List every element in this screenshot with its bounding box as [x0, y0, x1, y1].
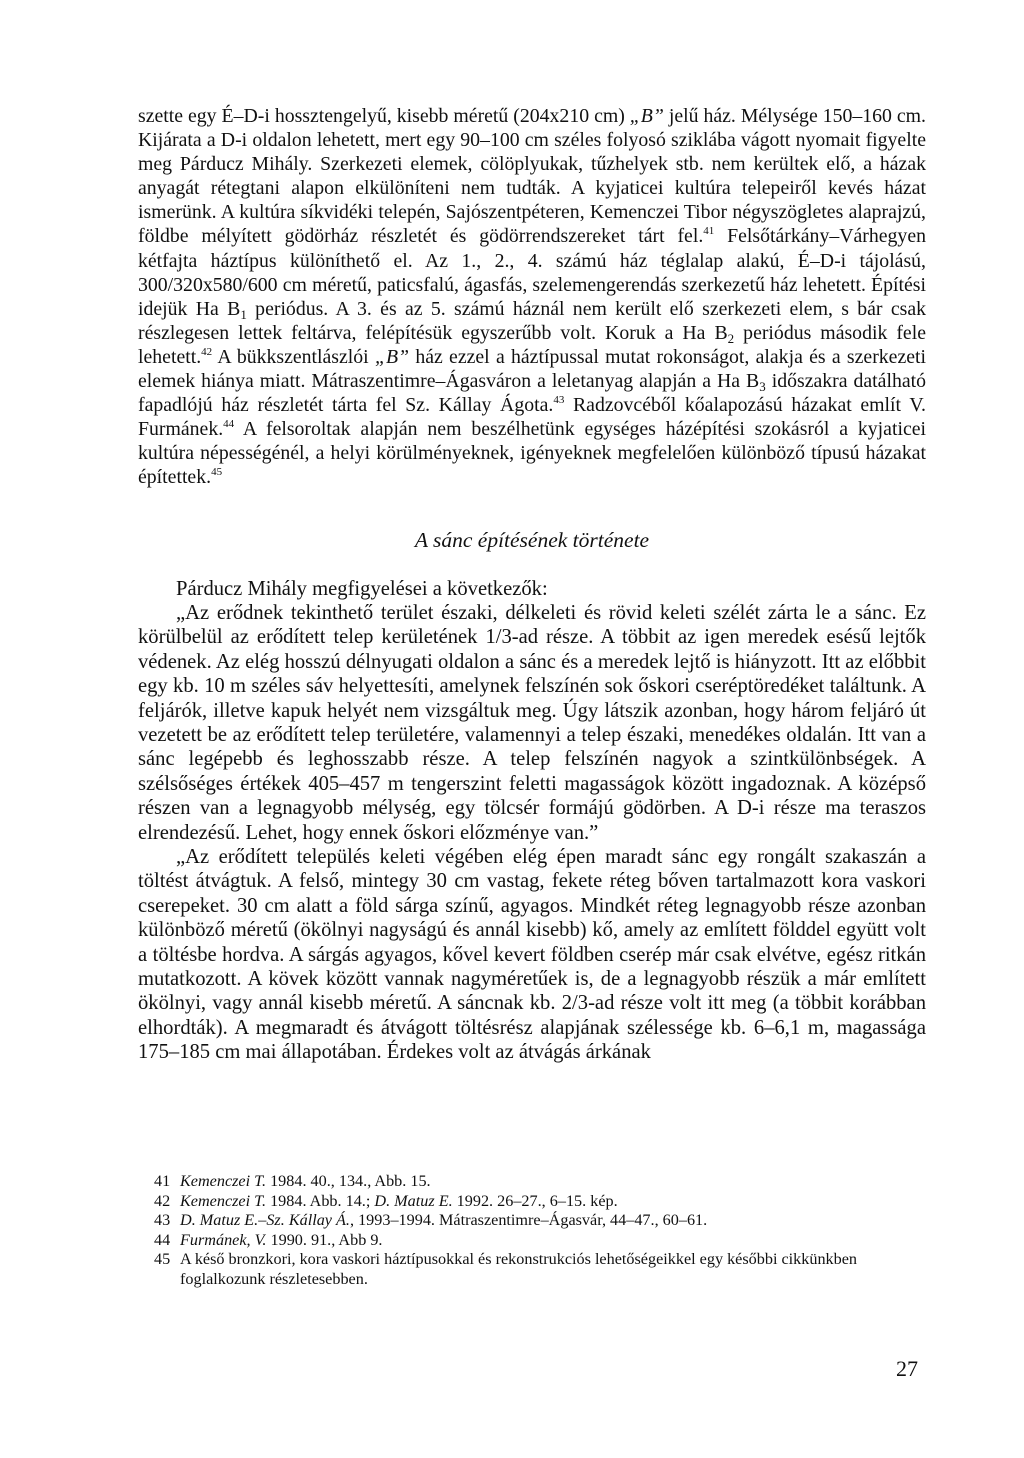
footnote-text: [180, 1172, 914, 1192]
text-run-italic: „B”: [374, 345, 410, 368]
footnote-rest: 1990. 91., Abb 9.: [266, 1230, 383, 1249]
paragraph-quote-2: „Az erődített település keleti végében elég épen maradt sánc egy rongált szakaszán a töltést átvágtuk. A felső, mintegy 30 cm vastag, fekete réteg bőven tartalmazott kora vaskori cserepeket. 30 cm alatt a föld sárga színű, agyagos. Mindkét réteg legnagyobb része azonban különböző méretű (ökölnyi nagyságú és annál kisebb) kő, amely az említett földdel együtt volt a töltésbe hordva. A sárgás agyagos, kővel kevert földben cserép már csak elvétve, egész ritkán mutatkozott. A kövek között vannak nagyméretűek is, de a legnagyobb részük a már említett ökölnyi, vagy annál kisebb méretű. A sáncnak kb. 2/3-ad része volt itt meg (a többit korábban elhordták). A megmaradt és átvágott töltésrész alapjának szélessége kb. 6–6,1 m, magassága 175–185 cm mai állapotában. Érdekes volt az átvágás árkának: [138, 845, 926, 1064]
section-heading: A sánc építésének története: [414, 527, 650, 552]
paragraph-intro: Párducz Mihály megfigyelései a következők:: [176, 577, 548, 600]
footnote-ref-42: 42: [201, 345, 213, 358]
text-run: A bükkszentlászlói: [212, 345, 375, 368]
footnote-rest: A késő bronzkori, kora vaskori háztípusokkal és rekonstrukciós lehetőségeikkel egy későbbi cikkünkben foglalkozunk részletesebben.: [180, 1250, 858, 1288]
text-run-italic: „B”: [629, 105, 664, 127]
paragraph-houses: [138, 104, 926, 490]
footnote-author: D. Matuz E.: [374, 1191, 453, 1210]
text-run: Felsőtárkány–Várhegyen kétfajta háztípus különíthető el. Az 1., 2., 4. számú ház téglalap alakú, É–D-i tájolású, 300/320x580/600 cm méretű, paticsfalú, ágasfás, szelemengerendás szerkezetű ház lehetett. Építési idejük Ha B: [138, 225, 926, 320]
footnote-ref-43: 43: [553, 394, 565, 407]
footnote-43: [154, 1211, 914, 1231]
text-run: Radzovcéből kőalapozású házakat említ V. Furmánek.: [138, 394, 926, 441]
footnote-rest: 1992. 26–27., 6–15. kép.: [452, 1191, 618, 1210]
text-run: szette egy É–D-i hossztengelyű, kisebb méretű (204x210 cm): [138, 105, 630, 127]
page-body: [138, 104, 926, 1065]
footnote-42: [154, 1192, 914, 1212]
text-run: jelű ház. Mélysége 150–160 cm. Kijárata a D-i oldalon lehetett, mert egy 90–100 cm széles folyosó sziklába vágott nyomait figyelte meg Párducz Mihály. Szerkezeti elemek, cölöplyukak, tűzhelyek stb. nem kerültek elő, a házak anyagát rétegtani alapon elkülöníteni nem tudták. A kyjaticei kultúra telepeiről kevés házat ismerünk. A kultúra síkvidéki telepén, Sajószentpéteren, Kemenczei Tibor négyszögletes alaprajzú, földbe mélyített gödörház részletét és gödörrendszereket tárt fel.: [138, 105, 926, 248]
text-run: periódus második fele lehetett.: [138, 321, 926, 368]
footnote-text: [180, 1231, 914, 1251]
footnote-number: 41: [154, 1172, 171, 1190]
page-number: 27: [896, 1356, 918, 1381]
footnote-author: D. Matuz E.–Sz. Kállay Á.: [180, 1211, 350, 1230]
footnote-ref-45: 45: [211, 466, 223, 479]
footnote-text: [180, 1250, 914, 1289]
subscript: 3: [759, 379, 766, 395]
text-run: ház ezzel a háztípussal mutat rokonságot, alakja és a szerkezeti elemek hiánya miatt. Mátraszentimre–Ágasváron a leletanyag alapján a Ha B: [138, 345, 927, 393]
footnote-text: [180, 1211, 914, 1231]
footnote-author: Kemenczei T.: [180, 1172, 267, 1190]
footnote-author: Kemenczei T.: [180, 1191, 267, 1210]
footnote-number: 44: [154, 1230, 171, 1249]
footnote-number: 42: [154, 1191, 171, 1210]
footnote-rest: 1984. Abb. 14.;: [266, 1191, 375, 1210]
footnote-rest: , 1993–1994. Mátraszentimre–Ágasvár, 44–47., 60–61.: [349, 1211, 708, 1230]
text-run: A felsoroltak alapján nem beszélhetünk egységes házépítési szokásról a kyjaticei kultúra népességénél, a helyi körülményeknek, igényeknek megfelelően különböző típusú házakat építettek.: [138, 418, 926, 489]
footnote-number: 45: [154, 1250, 171, 1269]
footnote-45: [154, 1250, 914, 1289]
text-run: időszakra datálható fapadlójú ház részletét tárta fel Sz. Kállay Ágota.: [138, 370, 926, 417]
footnote-rest: 1984. 40., 134., Abb. 15.: [266, 1172, 431, 1190]
footnote-41: [154, 1172, 914, 1192]
footnote-text: [180, 1192, 914, 1212]
subscript: 2: [727, 330, 735, 346]
footnote-author: Furmánek, V.: [180, 1230, 267, 1249]
paragraph-quote-1: „Az erődnek tekinthető terület északi, délkeleti és rövid keleti szélét zárta le a sánc. Ez körülbelül az erődített telep kerületének 1/3-ad része. A többit az igen meredek esésű lejtők védenek. Az elég hosszú délnyugati oldalon a sánc és a meredek lejtő is hiányzott. Itt az előbbit egy kb. 10 m széles sáv helyettesíti, amelynek felszínén sok őskori cseréptöredéket találtunk. A feljárók, illetve kapuk helyét nem vizsgáltuk meg. Úgy látszik azonban, hogy három feljáró út vezetett be az erődített telep területére, valamennyi a telep északi, menedékes oldalán. Itt van a sánc legépebb és leghosszabb része. A telep felszínén nagyok a szintkülönbségek. A szélsőséges értékek 405–457 m tengerszint feletti magasságok között ingadoznak. A középső részen van a legnagyobb mélység, egy tölcsér formájú gödörben. A D-i része ma teraszos elrendezésű. Lehet, hogy ennek őskori előzménye van.”: [138, 601, 926, 844]
footnotes: [154, 1172, 914, 1290]
subscript: 1: [240, 306, 247, 322]
footnote-ref-44: 44: [223, 418, 235, 431]
footnote-number: 43: [154, 1211, 171, 1230]
footnote-ref-41: 41: [703, 225, 715, 238]
text-run: periódus. A 3. és az 5. számú háznál nem került elő szerkezeti elem, s bár csak részlegesen lettek feltárva, felépítésük egyszerűbb volt. Koruk a Ha B: [138, 297, 926, 344]
footnote-44: [154, 1231, 914, 1251]
